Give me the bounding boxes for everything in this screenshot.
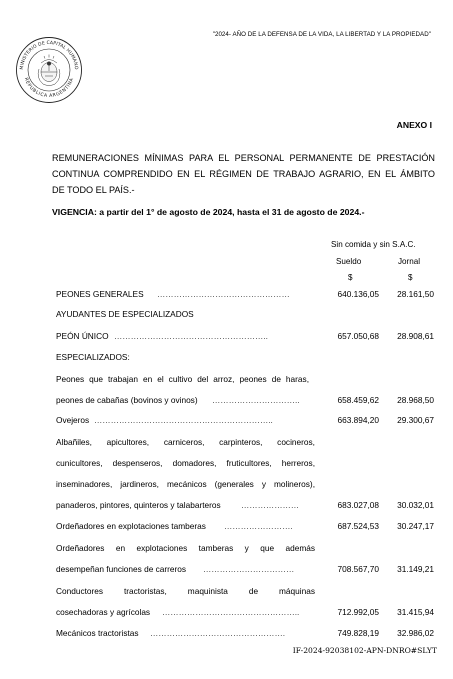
header-motto: "2024- AÑO DE LA DEFENSA DE LA VIDA, LA LIBERTAD Y LA PROPIEDAD" — [212, 31, 431, 38]
row-label-line: Conductores tractoristas, maquinista de máquinas — [56, 586, 315, 596]
sueldo-value: 640.136,05 — [337, 289, 379, 299]
row-label-line: Peones que trabajan en el cultivo del arroz, peones de haras, — [56, 374, 309, 384]
row-label: peones de cabañas (bovinos y ovinos) — [56, 395, 198, 405]
intro-line-3: DE TODO EL PAÍS.- — [52, 185, 135, 195]
column-group-header: Sin comida y sin S.A.C. — [331, 240, 416, 249]
jornal-value: 28.161,50 — [397, 289, 434, 299]
table-row — [56, 289, 434, 301]
currency-sueldo: $ — [348, 273, 353, 282]
sueldo-value: 708.567,70 — [337, 564, 379, 574]
section-title-especializados: ESPECIALIZADOS: — [56, 352, 130, 362]
table-row — [56, 607, 434, 619]
sueldo-value: 657.050,68 — [337, 331, 379, 341]
row-label: Mecánicos tractoristas — [56, 628, 139, 638]
jornal-value: 29.300,67 — [397, 415, 434, 425]
currency-jornal: $ — [408, 273, 413, 282]
sueldo-value: 658.459,62 — [337, 395, 379, 405]
seal-bottom-text: REPUBLICA ARGENTINA — [22, 77, 76, 100]
sueldo-value: 712.992,05 — [337, 607, 379, 617]
row-label: cosechadoras y agrícolas — [56, 607, 151, 617]
table-row — [56, 521, 434, 533]
ministry-seal-icon — [15, 36, 83, 104]
jornal-value: 30.032,01 — [397, 500, 434, 510]
table-row — [56, 628, 434, 640]
table-row — [56, 395, 434, 407]
leader-dots: ……………………. — [224, 521, 293, 531]
leader-dots: ……………………………………………………….. — [94, 415, 273, 425]
leader-dots: ……………………………………………….. — [114, 331, 268, 341]
sueldo-value: 683.027,08 — [337, 500, 379, 510]
sueldo-value: 663.894,20 — [337, 415, 379, 425]
leader-dots: …………………………… — [203, 564, 295, 574]
row-label: panaderos, pintores, quinteros y talabarteros — [56, 500, 221, 510]
jornal-value: 31.149,21 — [397, 564, 434, 574]
sueldo-value: 687.524,53 — [337, 521, 379, 531]
row-label: PEONES GENERALES — [56, 289, 144, 299]
leader-dots: …………………………………………. — [150, 628, 286, 638]
table-row — [56, 415, 434, 427]
jornal-value: 30.247,17 — [397, 521, 434, 531]
vigencia-line: VIGENCIA: a partir del 1° de agosto de 2024, hasta el 31 de agosto de 2024.- — [52, 207, 365, 217]
row-label-line: Ordeñadores en explotaciones tamberas y que además — [56, 543, 315, 553]
row-label-line: Albañiles, apicultores, carniceros, carpinteros, cocineros, — [56, 437, 315, 447]
jornal-value: 28.968,50 — [397, 395, 434, 405]
table-row — [56, 331, 434, 343]
jornal-value: 31.415,94 — [397, 607, 434, 617]
table-row — [56, 564, 434, 576]
document-id-footer: IF-2024-92038102-APN-DNRO#SLYT — [292, 646, 437, 655]
leader-dots: ………………………………………… — [157, 289, 290, 299]
row-label-line: cunicultores, despenseros, domadores, fruticultores, herreros, — [56, 458, 315, 468]
leader-dots: ………………… — [241, 500, 300, 510]
column-header-sueldo: Sueldo — [336, 257, 362, 266]
row-label: Ovejeros — [56, 415, 90, 425]
leader-dots: ………………………………………….. — [162, 607, 300, 617]
leader-dots: ………………………….. — [212, 395, 300, 405]
annex-title: ANEXO I — [396, 120, 432, 130]
row-label: PEÓN ÚNICO — [56, 331, 109, 341]
row-label: desempeñan funciones de carreros — [56, 564, 187, 574]
sueldo-value: 749.828,19 — [337, 628, 379, 638]
row-label-line: inseminadores, jardineros, mecánicos (generales y molineros), — [56, 479, 315, 489]
seal-top-text: MINISTERIO DE CAPITAL HUMANO — [19, 40, 79, 70]
intro-line-1: REMUNERACIONES MÍNIMAS PARA EL PERSONAL PERMANENTE DE PRESTACIÓN — [52, 153, 435, 163]
intro-paragraph — [52, 150, 435, 198]
jornal-value: 28.908,61 — [397, 331, 434, 341]
section-title-ayudantes: AYUDANTES DE ESPECIALIZADOS — [56, 309, 194, 319]
column-header-jornal: Jornal — [398, 257, 421, 266]
jornal-value: 32.986,02 — [397, 628, 434, 638]
table-row — [56, 500, 434, 512]
row-label: Ordeñadores en explotaciones tamberas — [56, 521, 206, 531]
intro-line-2: CONTINUA COMPRENDIDO EN EL RÉGIMEN DE TRABAJO AGRARIO, EN EL ÁMBITO — [52, 169, 435, 179]
